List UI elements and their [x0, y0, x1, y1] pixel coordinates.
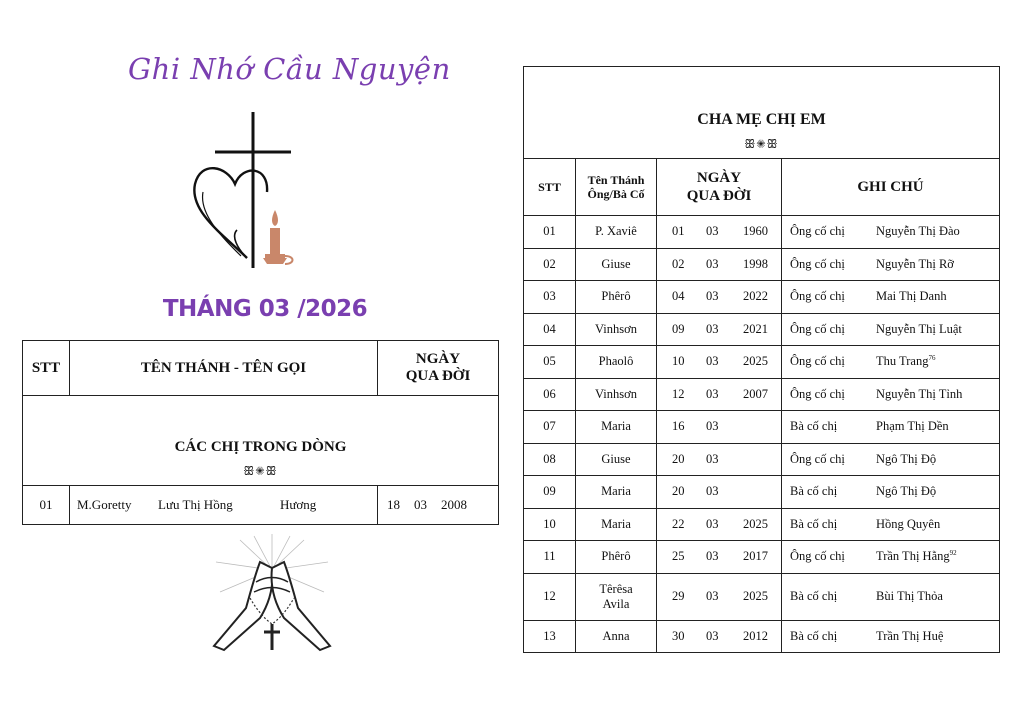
cell-day: 18	[387, 497, 400, 512]
cell-year	[740, 484, 768, 499]
cell-saint-wrap	[576, 313, 657, 346]
cell-stt: 02	[524, 248, 576, 281]
cell-saint: Vinhsơn	[595, 321, 637, 336]
cell-saint: Anna	[602, 628, 630, 643]
cell-person	[876, 589, 943, 604]
cell-date	[657, 216, 782, 249]
cell-person-name: Phạm Thị Dền	[876, 419, 949, 434]
cell-date	[657, 508, 782, 541]
cell-stt: 05	[524, 346, 576, 379]
cell-month: 03	[706, 549, 719, 564]
cell-saint-wrap	[576, 573, 657, 620]
cell-month: 03	[706, 224, 719, 239]
cell-saint: Maria	[601, 419, 631, 434]
cell-person	[876, 224, 960, 239]
col-header-name: TÊN THÁNH - TÊN GỌI	[70, 341, 378, 396]
cell-month: 03	[706, 516, 719, 531]
cell-relation: Bà cố chị	[790, 628, 838, 643]
cell-saint-wrap	[576, 620, 657, 653]
cell-saint-wrap	[576, 443, 657, 476]
cell-day: 12	[672, 386, 685, 401]
cell-person	[876, 322, 962, 337]
table-row	[524, 411, 1000, 444]
cell-note	[782, 378, 1000, 411]
cell-day: 20	[672, 451, 685, 466]
cell-month: 03	[706, 589, 719, 603]
cell-relation: Ông cố chị	[790, 256, 845, 271]
cell-saint-wrap	[576, 248, 657, 281]
col-header-saint	[576, 159, 657, 216]
cell-year: 2017	[743, 549, 768, 564]
cell-saint: Giuse	[601, 451, 631, 466]
cell-day: 02	[672, 256, 685, 271]
cell-month: 03	[706, 484, 719, 499]
col-header-note: GHI CHÚ	[782, 159, 1000, 216]
cell-saint-wrap	[576, 476, 657, 509]
cell-day: 09	[672, 321, 685, 336]
right-table-title: CHA MẸ CHỊ EM	[697, 111, 826, 128]
parents-table	[523, 66, 1000, 653]
cell-note	[782, 313, 1000, 346]
cell-person	[876, 387, 962, 402]
cell-relation: Ông cố chị	[790, 224, 845, 239]
cell-saint-wrap	[576, 508, 657, 541]
cell-month: 03	[706, 354, 719, 369]
cell-date	[378, 486, 499, 525]
cell-year: 2025	[743, 516, 768, 531]
cell-date	[657, 443, 782, 476]
cell-date	[657, 541, 782, 574]
ornament-icon: ꕥ✺ꕥ	[744, 137, 779, 151]
section-title: CÁC CHỊ TRONG DÒNG	[174, 439, 347, 455]
cell-date	[657, 281, 782, 314]
cell-month: 03	[706, 419, 719, 434]
cell-day: 01	[672, 224, 685, 239]
cell-date	[657, 346, 782, 379]
table-row	[524, 281, 1000, 314]
cell-saint: Phêrô	[601, 549, 631, 564]
cell-relation: Bà cố chị	[790, 419, 838, 434]
cell-date	[657, 620, 782, 653]
cell-relation: Bà cố chị	[790, 516, 838, 531]
sisters-table	[22, 340, 499, 525]
cell-day: 10	[672, 354, 685, 369]
cell-relation: Ông cố chị	[790, 549, 845, 564]
cell-person	[876, 517, 940, 532]
cell-year	[740, 419, 768, 434]
cell-person	[876, 452, 936, 467]
cell-person-name: Trần Thị Huệ	[876, 628, 944, 643]
cell-name	[70, 486, 378, 525]
ornament-icon: ꕥ✺ꕥ	[243, 464, 278, 478]
col-header-saint-line1: Tên Thánh	[587, 173, 645, 187]
col-header-date	[378, 341, 499, 396]
cell-day: 04	[672, 289, 685, 304]
cell-person	[876, 419, 949, 434]
cell-year	[740, 452, 768, 467]
cell-saint: Vinhsơn	[595, 386, 637, 401]
cell-day: 30	[672, 628, 685, 643]
cell-stt: 04	[524, 313, 576, 346]
cell-stt: 01	[524, 216, 576, 249]
cell-stt: 06	[524, 378, 576, 411]
cell-person-name: Ngô Thị Độ	[876, 451, 937, 466]
cross-heart-candle-icon	[185, 108, 305, 272]
praying-hands-rosary-icon	[210, 532, 335, 654]
table-row	[524, 313, 1000, 346]
cell-saint: Maria	[601, 516, 631, 531]
cell-date	[657, 476, 782, 509]
cell-saint: M.Goretty	[77, 497, 132, 512]
cell-sup: 76	[928, 354, 936, 363]
cell-note	[782, 620, 1000, 653]
table-row	[524, 443, 1000, 476]
cell-date	[657, 411, 782, 444]
cell-note	[782, 573, 1000, 620]
cell-stt: 07	[524, 411, 576, 444]
cell-date	[657, 313, 782, 346]
cell-person-name: Thu Trang	[876, 354, 929, 369]
cell-fullname: Lưu Thị Hồng	[158, 497, 233, 512]
cell-day: 22	[672, 516, 685, 531]
cell-day: 29	[672, 589, 685, 603]
cell-stt: 09	[524, 476, 576, 509]
cell-person-name: Bùi Thị Thỏa	[876, 589, 943, 603]
cell-note	[782, 411, 1000, 444]
col-header-date-line2: QUA ĐỜI	[686, 188, 752, 204]
cell-saint: Phaolô	[598, 354, 634, 369]
cell-year: 2022	[743, 289, 768, 304]
table-row	[524, 248, 1000, 281]
right-title-cell	[524, 67, 1000, 159]
table-row	[524, 620, 1000, 653]
cell-relation: Ông cố chị	[790, 321, 845, 336]
cell-note	[782, 541, 1000, 574]
table-row	[524, 541, 1000, 574]
cell-date	[657, 248, 782, 281]
cell-saint: Phêrô	[601, 289, 631, 304]
cell-stt: 10	[524, 508, 576, 541]
cell-year: 2025	[743, 354, 768, 369]
cell-person	[876, 289, 947, 304]
cell-relation: Bà cố chị	[790, 484, 838, 499]
cell-person	[876, 549, 957, 564]
cell-person	[876, 484, 936, 499]
page-script-title: Ghi Nhớ Cầu Nguyện	[128, 52, 451, 86]
cell-person	[876, 629, 943, 644]
cell-month: 03	[706, 628, 719, 643]
cell-date	[657, 573, 782, 620]
cell-year: 2007	[743, 386, 768, 401]
cell-note	[782, 476, 1000, 509]
cell-stt: 03	[524, 281, 576, 314]
col-header-stt: STT	[23, 341, 70, 396]
cell-person-name: Mai Thị Danh	[876, 289, 947, 304]
cell-person-name: Nguyễn Thị Tỉnh	[876, 386, 963, 401]
cell-saint-wrap	[576, 216, 657, 249]
col-header-date	[657, 159, 782, 216]
cell-relation: Bà cố chị	[790, 589, 838, 603]
cell-stt: 12	[524, 573, 576, 620]
cell-month: 03	[706, 451, 719, 466]
cell-person-name: Hồng Quyên	[876, 516, 941, 531]
cell-relation: Ông cố chị	[790, 451, 845, 466]
cell-saint: Maria	[601, 484, 631, 499]
cell-note	[782, 508, 1000, 541]
cell-saint-wrap	[576, 346, 657, 379]
cell-year: 2021	[743, 321, 768, 336]
cell-year: 1998	[743, 256, 768, 271]
cell-month: 03	[414, 497, 427, 512]
cell-day: 20	[672, 484, 685, 499]
cell-note	[782, 281, 1000, 314]
cell-saint-wrap	[576, 541, 657, 574]
cell-date	[657, 378, 782, 411]
col-header-date-line1: NGÀY	[696, 170, 742, 186]
table-row	[524, 378, 1000, 411]
cell-month: 03	[706, 256, 719, 271]
cell-person-name: Nguyễn Thị Rỡ	[876, 256, 954, 271]
cell-person-name: Nguyễn Thị Đào	[876, 224, 960, 239]
cell-person-name: Nguyễn Thị Luật	[876, 321, 962, 336]
cell-person-name: Ngô Thị Độ	[876, 484, 937, 499]
cell-month: 03	[706, 289, 719, 304]
cell-stt: 08	[524, 443, 576, 476]
cell-relation: Ông cố chị	[790, 386, 845, 401]
table-row	[524, 573, 1000, 620]
cell-person	[876, 257, 954, 272]
cell-note	[782, 443, 1000, 476]
table-row	[524, 346, 1000, 379]
cell-saint-wrap	[576, 378, 657, 411]
cell-note	[782, 216, 1000, 249]
cell-given: Hương	[280, 497, 317, 512]
cell-year: 1960	[743, 224, 768, 239]
cell-saint-wrap	[576, 281, 657, 314]
cell-stt: 01	[23, 486, 70, 525]
cell-person-name: Trần Thị Hằng	[876, 549, 950, 564]
table-row	[524, 476, 1000, 509]
month-heading: THÁNG 03 /2026	[162, 296, 368, 322]
cell-person	[876, 354, 935, 369]
cell-sup: 92	[949, 549, 957, 558]
col-header-stt: STT	[524, 159, 576, 216]
section-title-cell	[23, 396, 499, 486]
cell-stt: 11	[524, 541, 576, 574]
cell-month: 03	[706, 321, 719, 336]
col-header-date-line1: NGÀY	[415, 351, 461, 367]
cell-day: 25	[672, 549, 685, 564]
cell-year: 2008	[441, 497, 467, 512]
cell-relation: Ông cố chị	[790, 354, 845, 369]
table-row	[524, 508, 1000, 541]
cell-year: 2025	[743, 589, 768, 603]
cell-year: 2012	[743, 628, 768, 643]
cell-saint-line2: Avila	[602, 596, 630, 611]
cell-saint-wrap	[576, 411, 657, 444]
cell-saint: P. Xaviê	[595, 224, 637, 239]
cell-month: 03	[706, 386, 719, 401]
table-row	[524, 216, 1000, 249]
cell-stt: 13	[524, 620, 576, 653]
cell-saint: Giuse	[601, 256, 631, 271]
col-header-date-line2: QUA ĐỜI	[405, 368, 471, 384]
table-row	[23, 486, 499, 525]
col-header-saint-line2: Ông/Bà Cố	[587, 187, 645, 201]
cell-note	[782, 346, 1000, 379]
cell-saint: Têrêsa	[599, 581, 633, 596]
cell-note	[782, 248, 1000, 281]
cell-day: 16	[672, 419, 685, 434]
cell-relation: Ông cố chị	[790, 289, 845, 304]
